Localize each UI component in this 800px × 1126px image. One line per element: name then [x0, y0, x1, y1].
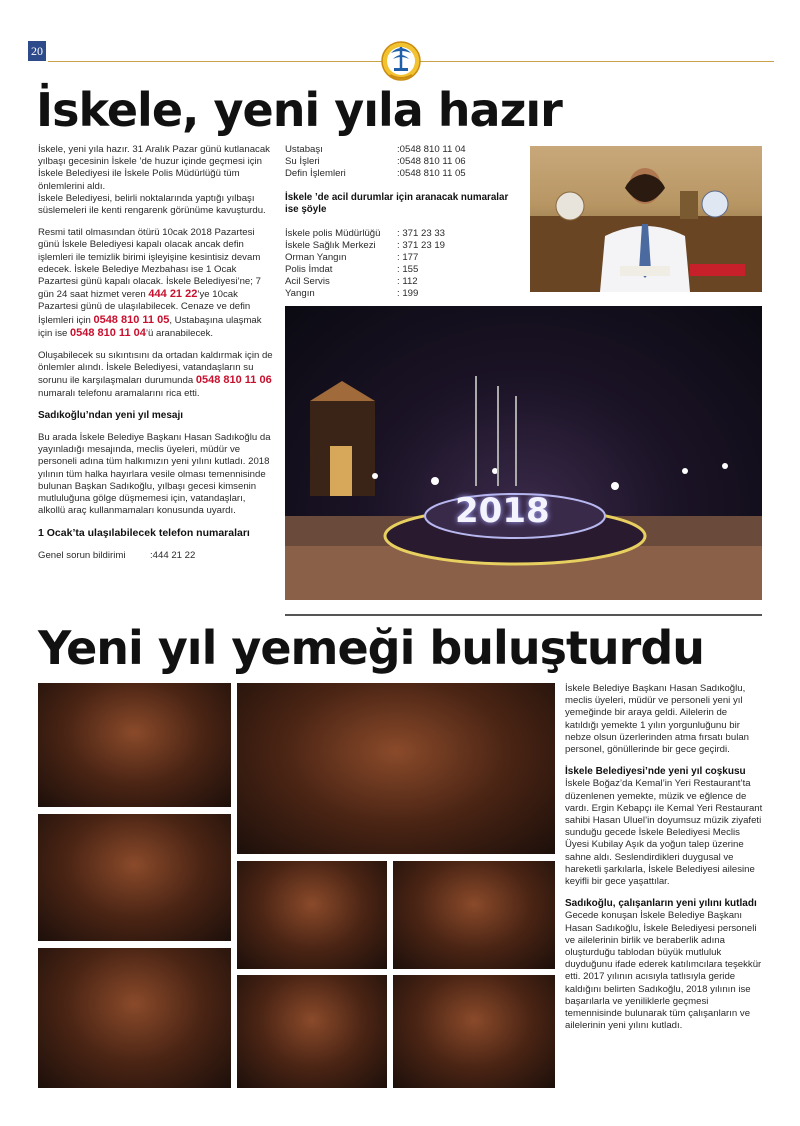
phone-number: : 371 23 19 [397, 240, 446, 252]
article1-headline: İskele, yeni yıla hazır [36, 83, 562, 137]
dinner-photo-8 [393, 975, 555, 1088]
phone-table-1 [285, 144, 466, 180]
phone-label: Yangın [285, 288, 315, 300]
night-photo-2018-sign: 2018 [455, 491, 550, 531]
article1-paragraph-5: Bu arada İskele Belediye Başkanı Hasan Sadıkoğlu da yayınladığı mesajında, meclis üyeleri, müdür ve personeli adına tüm halkımızın yeni yılını kutladı. 2018 yılının tüm halka hayırlara vesile olması temennisinde bulunan Başkan Sadıkoğlu, yılbaşı gecesi kimsenin mutluluğuna gölge düşmemesi için, vatandaşları, alkollü araç kullanmamaları konusunda uyardı. [38, 432, 271, 517]
phone-label: Acil Servis [285, 276, 330, 288]
dinner-photo-1 [38, 683, 231, 807]
article1-body [38, 144, 274, 562]
phone-number: : 371 23 33 [397, 228, 446, 239]
article2-paragraph-2: İskele Boğaz’da Kemal’in Yeri Restaurant’ta düzenlenen yemekte, müzik ve eğlence de vardı. Ergin Kebapçı ile Kemal Yeri Restaurant sahibi Hasan Uluel’in doyumsuz müzik ziyafeti sunduğu gecede İskele Belediyesi Meclis Üyesi Kubilay Aşık da yoğun talep üzerine sahne aldı. Seslendirdikleri duygusal ve hareketli şarkılarla, İskele Belediyesi ailesine keyifli bir gece yaşattılar. [565, 778, 763, 888]
phone-number: :0548 810 11 04 [397, 144, 466, 155]
table-row [285, 144, 466, 156]
phone-label: Ustabaşı [285, 144, 323, 155]
general-number: :444 21 22 [150, 549, 196, 561]
mayor-office-photo [530, 146, 762, 292]
phone-number: : 112 [397, 276, 418, 288]
table-row [285, 264, 445, 276]
article2-paragraph-3: Gecede konuşan İskele Belediye Başkanı Hasan Sadıkoğlu, İskele Belediyesi personeli ve ailelerinin birlik ve beraberlik adına oluşturduğu tablodan büyük mutluluk duyduğunu ifade ederek katılımcılara teşekkür etti. 2017 yılının acısıyla tatlısıyla geride kaldığını belirten Sadıkoğlu, 2018 yılının ise başarılarla ve yeniliklerle geçmesi temennisinde bulunarak tüm çalışanların ve ailelerinin yeni yılını kutladı. [565, 910, 762, 1032]
phone-number: : 177 [397, 252, 419, 264]
phone-label: İskele Sağlık Merkezi [285, 240, 376, 252]
phone-label: Polis İmdat [285, 264, 333, 276]
article1-paragraph-3 [38, 227, 274, 340]
subheading-message: Sadıkoğlu’ndan yeni yıl mesajı [38, 409, 184, 421]
p4-part-b: numaralı telefonu aramalarını rica etti. [38, 387, 200, 399]
phone-table-2 [285, 228, 445, 301]
dinner-photo-2 [38, 814, 231, 941]
dinner-photo-5 [237, 861, 387, 969]
dinner-photo-4 [237, 683, 555, 854]
article1-paragraph-2: İskele Belediyesi, belirli noktalarında yaptığı yılbaşı süslemeleri ile kenti rengarenk görünüme kavuşturdu. [38, 192, 266, 217]
phone-label: Su İşleri [285, 156, 320, 168]
p3-part-a: Resmi tatil olmasından ötürü 10cak 2018 Pazartesi günü İskele Belediyesi kapalı olacak ancak defin işlemleri ile temizlik birimi işleyişine kesintisiz devam edecek. İskele Belediye Mezbahası ise 1 Ocak Pazartesi günü kapalı olacak. İskele Belediyesi’ne; [38, 227, 261, 288]
article1-paragraph-1: İskele, yeni yıla hazır. 31 Aralık Pazar günü kutlanacak yılbaşı gecesinin İskele ’de huzur içinde geçmesi için İskele Belediyesi ile İskele Polis Müdürlüğü tüm önlemlerini aldı. [38, 144, 270, 192]
p3-part-d: , Ustabaşına ulaşmak için ise [38, 314, 262, 339]
subheading-phone-numbers: 1 Ocak’ta ulaşılabilecek telefon numaraları [38, 527, 250, 540]
phone-number-444: 444 21 22 [148, 288, 198, 301]
subheading-celebration: İskele Belediyesi’nde yeni yıl coşkusu [565, 766, 746, 778]
p3-part-e: ’ü aranabilecek. [145, 327, 214, 339]
phone-number: :0548 810 11 05 [397, 168, 466, 180]
phone-label: Orman Yangın [285, 252, 347, 264]
phone-number: :0548 810 11 06 [397, 156, 466, 168]
article2-paragraph-1: İskele Belediye Başkanı Hasan Sadıkoğlu, meclis üyeleri, müdür ve personeli yeni yıl yemeğinde bir araya geldi. Ailelerin de katıldığı yemekte 1 yılın yorgunluğunu bir nebze olsun üzerlerinden atma fırsatı bulan personel, gönüllerinde bir gece geçirdi. [565, 683, 749, 756]
phone-number-su: 0548 810 11 06 [195, 374, 272, 387]
dinner-photo-3 [38, 948, 231, 1088]
iskele-municipality-emblem-icon [381, 35, 421, 85]
article1-paragraph-4 [38, 350, 274, 400]
phone-number: : 199 [397, 288, 419, 300]
table-row [285, 288, 445, 300]
emergency-numbers-title: İskele ’de acil durumlar için aranacak numaralar ise şöyle [285, 192, 509, 216]
phone-label: İskele polis Müdürlüğü [285, 228, 381, 239]
article2-body [565, 683, 763, 1032]
phone-number-ustabasi: 0548 810 11 04 [70, 326, 146, 339]
subheading-mayor-greeting: Sadıkoğlu, çalışanların yeni yılını kutladı [565, 898, 757, 910]
table-row [285, 276, 445, 288]
section-divider [285, 614, 762, 616]
table-row [285, 156, 466, 168]
article2-headline: Yeni yıl yemeği buluşturdu [38, 621, 705, 675]
new-year-decoration-night-photo [285, 306, 762, 600]
phone-label: Defin İşlemleri [285, 168, 346, 180]
table-row [285, 168, 466, 180]
general-complaint-line [38, 550, 274, 562]
dinner-photo-6 [393, 861, 555, 969]
phone-number: : 155 [397, 264, 419, 276]
page-number: 20 [28, 41, 46, 61]
p4-part-a: Oluşabilecek su sıkıntısını da ortadan kaldırmak için de önlemler alındı. İskele Belediyesi, vatandaşların su sorunu ile karşılaşmaları durumunda [38, 350, 273, 387]
table-row [285, 240, 445, 252]
table-row [285, 252, 445, 264]
p3-part-b: 7 gün 24 saat hizmet veren [38, 276, 261, 301]
dinner-photo-7 [237, 975, 387, 1088]
table-row [285, 228, 445, 240]
p3-part-c: ’ye 10cak Pazartesi günü de ulaşılabilecek. Cenaze ve defin İşlemleri için [38, 289, 251, 326]
phone-number-defin: 0548 810 11 05 [93, 313, 170, 326]
general-label: Genel sorun bildirimi [38, 549, 126, 561]
